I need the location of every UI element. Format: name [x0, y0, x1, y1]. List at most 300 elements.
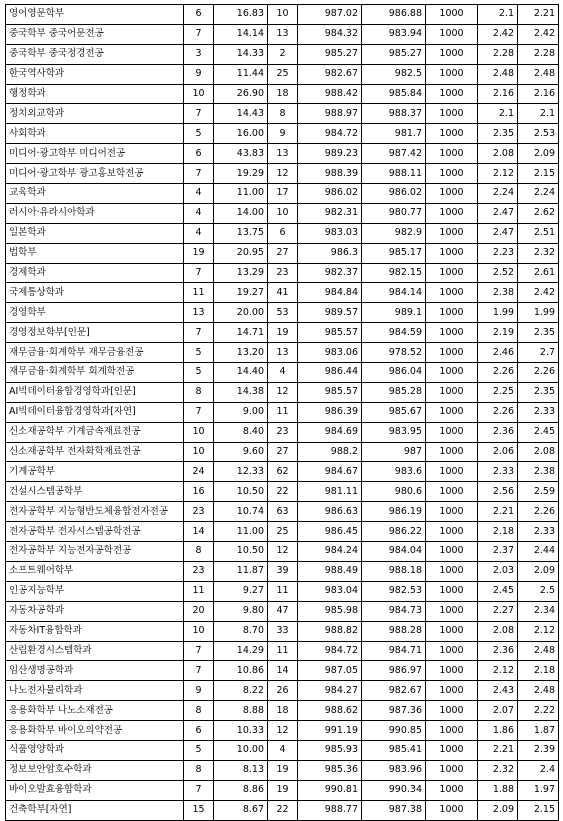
score-max-cell: 986.44 — [298, 363, 362, 383]
department-name-cell: 자동차공학과 — [6, 601, 184, 621]
department-name-cell: 재무금융·회계학부 재무금융전공 — [6, 343, 184, 363]
department-name-cell: 러시아·유라시아학과 — [6, 203, 184, 223]
full-score-cell: 1000 — [426, 164, 478, 184]
admitted-count-cell: 4 — [268, 740, 298, 760]
competition-rate-cell: 14.33 — [214, 44, 268, 64]
grade-cut-cell: 2.18 — [518, 661, 559, 681]
score-max-cell: 986.45 — [298, 522, 362, 542]
score-min-cell: 985.27 — [362, 44, 426, 64]
table-body — [6, 5, 559, 821]
competition-rate-cell: 8.22 — [214, 681, 268, 701]
grade-avg-cell: 2.43 — [478, 681, 518, 701]
full-score-cell: 1000 — [426, 144, 478, 164]
competition-rate-cell: 43.83 — [214, 144, 268, 164]
competition-rate-cell: 10.74 — [214, 502, 268, 522]
quota-cell: 16 — [184, 482, 214, 502]
competition-rate-cell: 10.50 — [214, 482, 268, 502]
competition-rate-cell: 9.27 — [214, 581, 268, 601]
grade-avg-cell: 2.32 — [478, 760, 518, 780]
table-row — [6, 581, 559, 601]
score-max-cell: 984.32 — [298, 24, 362, 44]
score-max-cell: 985.57 — [298, 323, 362, 343]
grade-cut-cell: 2.48 — [518, 64, 559, 84]
grade-cut-cell: 2.42 — [518, 283, 559, 303]
score-min-cell: 983.96 — [362, 760, 426, 780]
department-name-cell: 경제학과 — [6, 263, 184, 283]
score-min-cell: 981.7 — [362, 124, 426, 144]
score-min-cell: 987 — [362, 442, 426, 462]
full-score-cell: 1000 — [426, 740, 478, 760]
score-min-cell: 987.38 — [362, 800, 426, 820]
admitted-count-cell: 19 — [268, 760, 298, 780]
admitted-count-cell: 13 — [268, 24, 298, 44]
score-min-cell: 982.15 — [362, 263, 426, 283]
competition-rate-cell: 14.38 — [214, 382, 268, 402]
competition-rate-cell: 10.50 — [214, 542, 268, 562]
quota-cell: 4 — [184, 184, 214, 204]
full-score-cell: 1000 — [426, 64, 478, 84]
score-max-cell: 991.19 — [298, 721, 362, 741]
score-min-cell: 985.41 — [362, 740, 426, 760]
department-name-cell: AI빅데이터융합경영학과[인문] — [6, 382, 184, 402]
table-row — [6, 561, 559, 581]
grade-cut-cell: 2.26 — [518, 363, 559, 383]
grade-avg-cell: 2.16 — [478, 84, 518, 104]
quota-cell: 7 — [184, 661, 214, 681]
department-name-cell: 건축학부[자연] — [6, 800, 184, 820]
full-score-cell: 1000 — [426, 701, 478, 721]
quota-cell: 5 — [184, 124, 214, 144]
department-name-cell: 한국역사학과 — [6, 64, 184, 84]
score-min-cell: 983.95 — [362, 422, 426, 442]
grade-cut-cell: 2.28 — [518, 44, 559, 64]
grade-cut-cell: 2.53 — [518, 124, 559, 144]
admitted-count-cell: 6 — [268, 223, 298, 243]
grade-avg-cell: 2.47 — [478, 203, 518, 223]
competition-rate-cell: 14.00 — [214, 203, 268, 223]
grade-avg-cell: 2.24 — [478, 184, 518, 204]
admitted-count-cell: 63 — [268, 502, 298, 522]
quota-cell: 7 — [184, 402, 214, 422]
department-name-cell: 전자공학부 지능형반도체융합전자전공 — [6, 502, 184, 522]
grade-avg-cell: 2.47 — [478, 223, 518, 243]
score-min-cell: 986.22 — [362, 522, 426, 542]
full-score-cell: 1000 — [426, 661, 478, 681]
full-score-cell: 1000 — [426, 104, 478, 124]
score-min-cell: 984.14 — [362, 283, 426, 303]
table-row — [6, 681, 559, 701]
score-min-cell: 984.71 — [362, 641, 426, 661]
table-row — [6, 243, 559, 263]
score-min-cell: 985.28 — [362, 382, 426, 402]
full-score-cell: 1000 — [426, 542, 478, 562]
score-min-cell: 990.85 — [362, 721, 426, 741]
full-score-cell: 1000 — [426, 343, 478, 363]
score-max-cell: 988.82 — [298, 621, 362, 641]
competition-rate-cell: 8.40 — [214, 422, 268, 442]
admitted-count-cell: 26 — [268, 681, 298, 701]
score-min-cell: 988.11 — [362, 164, 426, 184]
admitted-count-cell: 12 — [268, 542, 298, 562]
competition-rate-cell: 8.67 — [214, 800, 268, 820]
full-score-cell: 1000 — [426, 243, 478, 263]
table-row — [6, 402, 559, 422]
score-max-cell: 982.31 — [298, 203, 362, 223]
quota-cell: 8 — [184, 760, 214, 780]
quota-cell: 7 — [184, 24, 214, 44]
competition-rate-cell: 8.70 — [214, 621, 268, 641]
grade-avg-cell: 2.1 — [478, 5, 518, 25]
score-min-cell: 988.28 — [362, 621, 426, 641]
quota-cell: 6 — [184, 144, 214, 164]
competition-rate-cell: 11.87 — [214, 561, 268, 581]
grade-avg-cell: 2.27 — [478, 601, 518, 621]
competition-rate-cell: 16.00 — [214, 124, 268, 144]
quota-cell: 10 — [184, 442, 214, 462]
score-max-cell: 982.67 — [298, 64, 362, 84]
department-name-cell: 전자공학부 전자시스템공학전공 — [6, 522, 184, 542]
grade-cut-cell: 2.42 — [518, 24, 559, 44]
department-name-cell: 인공지능학부 — [6, 581, 184, 601]
grade-cut-cell: 2.22 — [518, 701, 559, 721]
grade-avg-cell: 1.88 — [478, 780, 518, 800]
table-row — [6, 800, 559, 820]
department-name-cell: 법학부 — [6, 243, 184, 263]
quota-cell: 6 — [184, 5, 214, 25]
full-score-cell: 1000 — [426, 422, 478, 442]
grade-avg-cell: 2.08 — [478, 144, 518, 164]
grade-avg-cell: 2.52 — [478, 263, 518, 283]
admitted-count-cell: 10 — [268, 5, 298, 25]
grade-cut-cell: 1.87 — [518, 721, 559, 741]
grade-avg-cell: 1.86 — [478, 721, 518, 741]
score-min-cell: 985.67 — [362, 402, 426, 422]
score-min-cell: 986.04 — [362, 363, 426, 383]
table-row — [6, 661, 559, 681]
grade-cut-cell: 2.51 — [518, 223, 559, 243]
full-score-cell: 1000 — [426, 462, 478, 482]
grade-avg-cell: 2.45 — [478, 581, 518, 601]
grade-cut-cell: 2.38 — [518, 462, 559, 482]
quota-cell: 8 — [184, 701, 214, 721]
grade-avg-cell: 2.18 — [478, 522, 518, 542]
admitted-count-cell: 39 — [268, 561, 298, 581]
admitted-count-cell: 18 — [268, 84, 298, 104]
score-max-cell: 988.49 — [298, 561, 362, 581]
department-name-cell: 나노전자물리학과 — [6, 681, 184, 701]
quota-cell: 5 — [184, 363, 214, 383]
full-score-cell: 1000 — [426, 522, 478, 542]
full-score-cell: 1000 — [426, 323, 478, 343]
grade-cut-cell: 2.39 — [518, 740, 559, 760]
score-min-cell: 990.34 — [362, 780, 426, 800]
quota-cell: 7 — [184, 263, 214, 283]
admitted-count-cell: 11 — [268, 641, 298, 661]
competition-rate-cell: 14.14 — [214, 24, 268, 44]
full-score-cell: 1000 — [426, 760, 478, 780]
department-name-cell: 산림환경시스템학과 — [6, 641, 184, 661]
table-row — [6, 24, 559, 44]
grade-avg-cell: 2.08 — [478, 621, 518, 641]
grade-avg-cell: 2.56 — [478, 482, 518, 502]
full-score-cell: 1000 — [426, 442, 478, 462]
score-min-cell: 982.67 — [362, 681, 426, 701]
admitted-count-cell: 8 — [268, 104, 298, 124]
grade-cut-cell: 2.24 — [518, 184, 559, 204]
table-row — [6, 104, 559, 124]
full-score-cell: 1000 — [426, 382, 478, 402]
score-max-cell: 984.69 — [298, 422, 362, 442]
competition-rate-cell: 14.71 — [214, 323, 268, 343]
competition-rate-cell: 20.00 — [214, 303, 268, 323]
full-score-cell: 1000 — [426, 681, 478, 701]
grade-cut-cell: 2.09 — [518, 144, 559, 164]
admitted-count-cell: 10 — [268, 203, 298, 223]
quota-cell: 4 — [184, 223, 214, 243]
score-max-cell: 987.02 — [298, 5, 362, 25]
table-row — [6, 303, 559, 323]
grade-avg-cell: 2.42 — [478, 24, 518, 44]
admitted-count-cell: 27 — [268, 243, 298, 263]
score-min-cell: 984.59 — [362, 323, 426, 343]
table-row — [6, 621, 559, 641]
quota-cell: 11 — [184, 283, 214, 303]
table-row — [6, 422, 559, 442]
competition-rate-cell: 9.80 — [214, 601, 268, 621]
table-row — [6, 522, 559, 542]
admitted-count-cell: 19 — [268, 780, 298, 800]
score-max-cell: 985.27 — [298, 44, 362, 64]
table-row — [6, 382, 559, 402]
table-row — [6, 263, 559, 283]
full-score-cell: 1000 — [426, 721, 478, 741]
score-max-cell: 984.27 — [298, 681, 362, 701]
competition-rate-cell: 14.43 — [214, 104, 268, 124]
grade-cut-cell: 2.15 — [518, 800, 559, 820]
table-row — [6, 203, 559, 223]
grade-cut-cell: 2.15 — [518, 164, 559, 184]
grade-avg-cell: 2.26 — [478, 363, 518, 383]
score-min-cell: 983.94 — [362, 24, 426, 44]
quota-cell: 13 — [184, 303, 214, 323]
grade-avg-cell: 2.36 — [478, 641, 518, 661]
admitted-count-cell: 22 — [268, 800, 298, 820]
table-row — [6, 363, 559, 383]
admitted-count-cell: 41 — [268, 283, 298, 303]
grade-cut-cell: 2.09 — [518, 561, 559, 581]
admitted-count-cell: 53 — [268, 303, 298, 323]
grade-cut-cell: 2.61 — [518, 263, 559, 283]
score-max-cell: 986.3 — [298, 243, 362, 263]
competition-rate-cell: 13.29 — [214, 263, 268, 283]
admitted-count-cell: 62 — [268, 462, 298, 482]
full-score-cell: 1000 — [426, 124, 478, 144]
score-max-cell: 988.42 — [298, 84, 362, 104]
department-name-cell: 전자공학부 지능전자공학전공 — [6, 542, 184, 562]
quota-cell: 19 — [184, 243, 214, 263]
competition-rate-cell: 20.95 — [214, 243, 268, 263]
table-row — [6, 44, 559, 64]
department-name-cell: 일본학과 — [6, 223, 184, 243]
score-max-cell: 989.57 — [298, 303, 362, 323]
department-name-cell: 소프트웨어학부 — [6, 561, 184, 581]
score-min-cell: 982.9 — [362, 223, 426, 243]
department-name-cell: 재무금융·회계학부 회계학전공 — [6, 363, 184, 383]
quota-cell: 10 — [184, 84, 214, 104]
score-max-cell: 982.37 — [298, 263, 362, 283]
score-max-cell: 990.81 — [298, 780, 362, 800]
grade-cut-cell: 2.5 — [518, 581, 559, 601]
quota-cell: 8 — [184, 542, 214, 562]
full-score-cell: 1000 — [426, 780, 478, 800]
table-row — [6, 721, 559, 741]
grade-cut-cell: 2.12 — [518, 621, 559, 641]
table-row — [6, 780, 559, 800]
department-name-cell: 기계공학부 — [6, 462, 184, 482]
quota-cell: 4 — [184, 203, 214, 223]
full-score-cell: 1000 — [426, 5, 478, 25]
grade-avg-cell: 2.46 — [478, 343, 518, 363]
quota-cell: 8 — [184, 382, 214, 402]
competition-rate-cell: 12.33 — [214, 462, 268, 482]
grade-cut-cell: 2.33 — [518, 402, 559, 422]
grade-cut-cell: 1.99 — [518, 303, 559, 323]
grade-cut-cell: 2.45 — [518, 422, 559, 442]
grade-cut-cell: 2.7 — [518, 343, 559, 363]
admitted-count-cell: 22 — [268, 482, 298, 502]
admitted-count-cell: 11 — [268, 581, 298, 601]
score-max-cell: 988.2 — [298, 442, 362, 462]
grade-avg-cell: 2.06 — [478, 442, 518, 462]
department-name-cell: 중국학부 중국어문전공 — [6, 24, 184, 44]
full-score-cell: 1000 — [426, 641, 478, 661]
score-min-cell: 982.53 — [362, 581, 426, 601]
grade-avg-cell: 2.25 — [478, 382, 518, 402]
admitted-count-cell: 25 — [268, 64, 298, 84]
grade-avg-cell: 2.36 — [478, 422, 518, 442]
score-min-cell: 978.52 — [362, 343, 426, 363]
quota-cell: 10 — [184, 422, 214, 442]
score-max-cell: 987.05 — [298, 661, 362, 681]
competition-rate-cell: 10.86 — [214, 661, 268, 681]
grade-avg-cell: 2.26 — [478, 402, 518, 422]
table-row — [6, 542, 559, 562]
score-max-cell: 988.39 — [298, 164, 362, 184]
quota-cell: 7 — [184, 780, 214, 800]
full-score-cell: 1000 — [426, 24, 478, 44]
competition-rate-cell: 14.29 — [214, 641, 268, 661]
department-name-cell: 경영정보학부[인문] — [6, 323, 184, 343]
department-name-cell: 미디어·광고학부 미디어전공 — [6, 144, 184, 164]
admitted-count-cell: 14 — [268, 661, 298, 681]
table-row — [6, 5, 559, 25]
department-name-cell: 신소재공학부 기계금속재료전공 — [6, 422, 184, 442]
score-max-cell: 984.72 — [298, 641, 362, 661]
department-name-cell: 정보보안암호수학과 — [6, 760, 184, 780]
score-min-cell: 986.97 — [362, 661, 426, 681]
full-score-cell: 1000 — [426, 601, 478, 621]
full-score-cell: 1000 — [426, 283, 478, 303]
department-name-cell: AI빅데이터융합경영학과[자연] — [6, 402, 184, 422]
grade-avg-cell: 2.23 — [478, 243, 518, 263]
grade-avg-cell: 2.21 — [478, 740, 518, 760]
score-min-cell: 983.6 — [362, 462, 426, 482]
admissions-table — [5, 4, 559, 821]
quota-cell: 5 — [184, 740, 214, 760]
quota-cell: 3 — [184, 44, 214, 64]
admitted-count-cell: 13 — [268, 144, 298, 164]
score-min-cell: 986.19 — [362, 502, 426, 522]
full-score-cell: 1000 — [426, 363, 478, 383]
grade-cut-cell: 1.97 — [518, 780, 559, 800]
grade-cut-cell: 2.44 — [518, 542, 559, 562]
full-score-cell: 1000 — [426, 263, 478, 283]
quota-cell: 23 — [184, 502, 214, 522]
score-min-cell: 988.37 — [362, 104, 426, 124]
quota-cell: 10 — [184, 621, 214, 641]
grade-cut-cell: 2.1 — [518, 104, 559, 124]
grade-cut-cell: 2.35 — [518, 323, 559, 343]
full-score-cell: 1000 — [426, 44, 478, 64]
admitted-count-cell: 23 — [268, 263, 298, 283]
score-max-cell: 984.84 — [298, 283, 362, 303]
quota-cell: 7 — [184, 323, 214, 343]
table-row — [6, 482, 559, 502]
competition-rate-cell: 11.00 — [214, 184, 268, 204]
table-row — [6, 144, 559, 164]
grade-avg-cell: 2.03 — [478, 561, 518, 581]
admitted-count-cell: 33 — [268, 621, 298, 641]
admitted-count-cell: 27 — [268, 442, 298, 462]
department-name-cell: 임산생명공학과 — [6, 661, 184, 681]
competition-rate-cell: 19.29 — [214, 164, 268, 184]
competition-rate-cell: 9.00 — [214, 402, 268, 422]
table-row — [6, 740, 559, 760]
admitted-count-cell: 17 — [268, 184, 298, 204]
competition-rate-cell: 14.40 — [214, 363, 268, 383]
score-min-cell: 984.04 — [362, 542, 426, 562]
grade-cut-cell: 2.34 — [518, 601, 559, 621]
score-min-cell: 988.18 — [362, 561, 426, 581]
competition-rate-cell: 11.00 — [214, 522, 268, 542]
admitted-count-cell: 13 — [268, 343, 298, 363]
competition-rate-cell: 13.75 — [214, 223, 268, 243]
competition-rate-cell: 11.44 — [214, 64, 268, 84]
table-row — [6, 601, 559, 621]
table-row — [6, 64, 559, 84]
quota-cell: 20 — [184, 601, 214, 621]
full-score-cell: 1000 — [426, 303, 478, 323]
quota-cell: 9 — [184, 64, 214, 84]
quota-cell: 5 — [184, 343, 214, 363]
competition-rate-cell: 16.83 — [214, 5, 268, 25]
table-row — [6, 502, 559, 522]
score-min-cell: 985.84 — [362, 84, 426, 104]
full-score-cell: 1000 — [426, 203, 478, 223]
quota-cell: 15 — [184, 800, 214, 820]
admitted-count-cell: 12 — [268, 164, 298, 184]
grade-avg-cell: 2.19 — [478, 323, 518, 343]
grade-cut-cell: 2.26 — [518, 502, 559, 522]
admitted-count-cell: 12 — [268, 721, 298, 741]
grade-cut-cell: 2.62 — [518, 203, 559, 223]
admitted-count-cell: 18 — [268, 701, 298, 721]
score-max-cell: 984.67 — [298, 462, 362, 482]
score-max-cell: 984.72 — [298, 124, 362, 144]
score-max-cell: 989.23 — [298, 144, 362, 164]
full-score-cell: 1000 — [426, 621, 478, 641]
quota-cell: 6 — [184, 721, 214, 741]
